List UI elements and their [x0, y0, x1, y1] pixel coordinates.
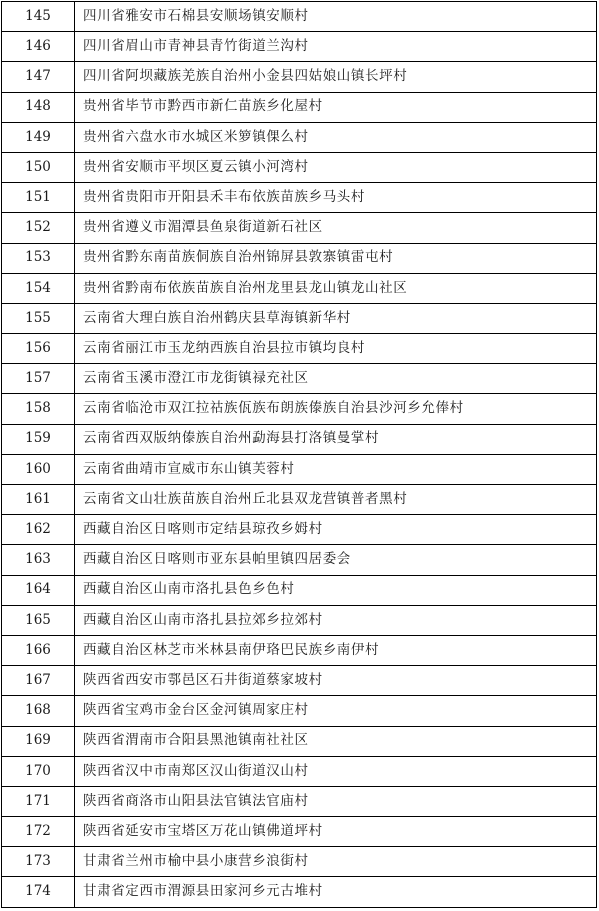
village-name-cell: 甘肃省定西市渭源县田家河乡元古堆村 [75, 877, 597, 907]
village-name-cell: 陕西省宝鸡市金台区金河镇周家庄村 [75, 696, 597, 726]
table-row [2, 696, 597, 726]
row-number-cell: 171 [2, 786, 75, 816]
village-list-table [1, 1, 597, 908]
table-row [2, 485, 597, 515]
table-row [2, 62, 597, 92]
village-name-cell: 西藏自治区林芝市米林县南伊珞巴民族乡南伊村 [75, 635, 597, 665]
row-number-cell: 162 [2, 515, 75, 545]
village-name-cell: 云南省曲靖市宣威市东山镇芙蓉村 [75, 454, 597, 484]
row-number-cell: 146 [2, 32, 75, 62]
table-row [2, 303, 597, 333]
row-number-cell: 172 [2, 817, 75, 847]
row-number-cell: 145 [2, 2, 75, 32]
row-number-cell: 147 [2, 62, 75, 92]
table-row [2, 92, 597, 122]
village-name-cell: 贵州省黔南布依族苗族自治州龙里县龙山镇龙山社区 [75, 273, 597, 303]
table-row [2, 847, 597, 877]
table-row [2, 817, 597, 847]
row-number-cell: 173 [2, 847, 75, 877]
row-number-cell: 151 [2, 183, 75, 213]
row-number-cell: 168 [2, 696, 75, 726]
row-number-cell: 149 [2, 122, 75, 152]
village-name-cell: 西藏自治区山南市洛扎县拉郊乡拉郊村 [75, 605, 597, 635]
table-row [2, 575, 597, 605]
table-row [2, 122, 597, 152]
village-name-cell: 四川省眉山市青神县青竹街道兰沟村 [75, 32, 597, 62]
table-row [2, 183, 597, 213]
row-number-cell: 148 [2, 92, 75, 122]
village-name-cell: 陕西省商洛市山阳县法官镇法官庙村 [75, 786, 597, 816]
table-body [2, 2, 597, 908]
village-name-cell: 西藏自治区山南市洛扎县色乡色村 [75, 575, 597, 605]
village-name-cell: 贵州省遵义市湄潭县鱼泉街道新石社区 [75, 213, 597, 243]
row-number-cell: 169 [2, 726, 75, 756]
village-name-cell: 贵州省贵阳市开阳县禾丰布依族苗族乡马头村 [75, 183, 597, 213]
village-name-cell: 贵州省毕节市黔西市新仁苗族乡化屋村 [75, 92, 597, 122]
table-row [2, 877, 597, 907]
row-number-cell: 155 [2, 303, 75, 333]
village-name-cell: 陕西省西安市鄠邑区石井街道蔡家坡村 [75, 666, 597, 696]
table-row [2, 364, 597, 394]
table-row [2, 394, 597, 424]
row-number-cell: 152 [2, 213, 75, 243]
village-name-cell: 云南省大理白族自治州鹤庆县草海镇新华村 [75, 303, 597, 333]
table-row [2, 756, 597, 786]
village-name-cell: 云南省文山壮族苗族自治州丘北县双龙营镇普者黑村 [75, 485, 597, 515]
village-name-cell: 云南省西双版纳傣族自治州勐海县打洛镇曼掌村 [75, 424, 597, 454]
village-name-cell: 西藏自治区日喀则市亚东县帕里镇四居委会 [75, 545, 597, 575]
row-number-cell: 165 [2, 605, 75, 635]
village-name-cell: 贵州省黔东南苗族侗族自治州锦屏县敦寨镇雷屯村 [75, 243, 597, 273]
table-row [2, 786, 597, 816]
row-number-cell: 161 [2, 485, 75, 515]
row-number-cell: 153 [2, 243, 75, 273]
village-name-cell: 四川省雅安市石棉县安顺场镇安顺村 [75, 2, 597, 32]
table-row [2, 32, 597, 62]
row-number-cell: 167 [2, 666, 75, 696]
table-row [2, 666, 597, 696]
village-name-cell: 贵州省安顺市平坝区夏云镇小河湾村 [75, 152, 597, 182]
village-name-cell: 云南省丽江市玉龙纳西族自治县拉市镇均良村 [75, 334, 597, 364]
table-row [2, 454, 597, 484]
table-row [2, 213, 597, 243]
table-row [2, 2, 597, 32]
row-number-cell: 166 [2, 635, 75, 665]
table-row [2, 515, 597, 545]
row-number-cell: 160 [2, 454, 75, 484]
table-row [2, 545, 597, 575]
table-row [2, 605, 597, 635]
village-name-cell: 贵州省六盘水市水城区米箩镇倮么村 [75, 122, 597, 152]
table-row [2, 635, 597, 665]
row-number-cell: 164 [2, 575, 75, 605]
village-name-cell: 西藏自治区日喀则市定结县琼孜乡姆村 [75, 515, 597, 545]
table-row [2, 334, 597, 364]
table-row [2, 152, 597, 182]
row-number-cell: 174 [2, 877, 75, 907]
village-name-cell: 云南省临沧市双江拉祜族佤族布朗族傣族自治县沙河乡允俸村 [75, 394, 597, 424]
row-number-cell: 154 [2, 273, 75, 303]
village-name-cell: 云南省玉溪市澄江市龙街镇禄充社区 [75, 364, 597, 394]
village-name-cell: 陕西省延安市宝塔区万花山镇佛道坪村 [75, 817, 597, 847]
table-row [2, 273, 597, 303]
row-number-cell: 158 [2, 394, 75, 424]
table-row [2, 243, 597, 273]
village-name-cell: 陕西省渭南市合阳县黑池镇南社社区 [75, 726, 597, 756]
table-row [2, 424, 597, 454]
row-number-cell: 156 [2, 334, 75, 364]
row-number-cell: 163 [2, 545, 75, 575]
village-name-cell: 陕西省汉中市南郑区汉山街道汉山村 [75, 756, 597, 786]
village-name-cell: 四川省阿坝藏族羌族自治州小金县四姑娘山镇长坪村 [75, 62, 597, 92]
row-number-cell: 150 [2, 152, 75, 182]
row-number-cell: 170 [2, 756, 75, 786]
row-number-cell: 157 [2, 364, 75, 394]
village-name-cell: 甘肃省兰州市榆中县小康营乡浪街村 [75, 847, 597, 877]
table-row [2, 726, 597, 756]
row-number-cell: 159 [2, 424, 75, 454]
